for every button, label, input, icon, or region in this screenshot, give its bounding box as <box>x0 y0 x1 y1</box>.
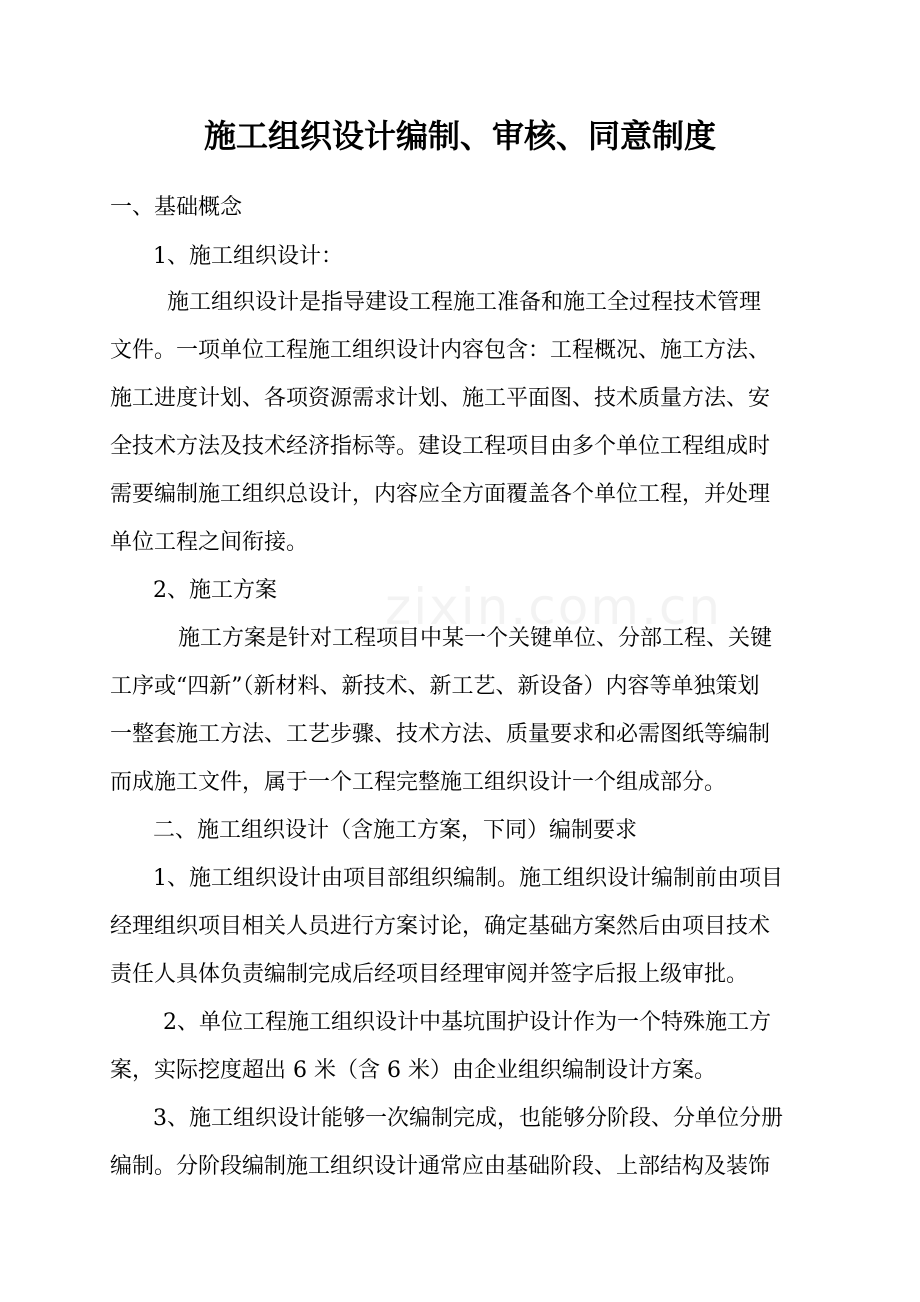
subsection-heading: 2、施工方案 <box>153 578 277 603</box>
document-title: 施工组织设计编制、审核、同意制度 <box>203 117 716 155</box>
paragraph-line: 全技术方法及技术经济指标等。建设工程项目由多个单位工程组成时 <box>110 434 771 459</box>
paragraph-line: 1、施工组织设计由项目部组织编制。施工组织设计编制前由项目 <box>153 866 783 891</box>
paragraph-line: 施工方案是针对工程项目中某一个关键单位、分部工程、关键 <box>178 626 773 651</box>
section-heading: 一、基础概念 <box>110 195 243 220</box>
paragraph-line: 编制。分阶段编制施工组织设计通常应由基础阶段、上部结构及装饰 <box>110 1154 771 1179</box>
paragraph-line: 3、施工组织设计能够一次编制完成，也能够分阶段、分单位分册 <box>153 1106 783 1131</box>
paragraph-line: 经理组织项目相关人员进行方案讨论，确定基础方案然后由项目技术 <box>110 914 771 939</box>
paragraph-line: 需要编制施工组织总设计，内容应全方面覆盖各个单位工程，并处理 <box>110 482 771 507</box>
paragraph-line: 案，实际挖度超出 6 米（含 6 米）由企业组织编制设计方案。 <box>110 1058 716 1083</box>
paragraph-line: 一整套施工方法、工艺步骤、技术方法、质量要求和必需图纸等编制 <box>110 722 771 747</box>
paragraph-line: 2、单位工程施工组织设计中基坑围护设计作为一个特殊施工方 <box>163 1010 771 1035</box>
paragraph-line: 工序或“四新”（新材料、新技术、新工艺、新设备）内容等单独策划 <box>110 674 760 699</box>
paragraph-line: 施工进度计划、各项资源需求计划、施工平面图、技术质量方法、安 <box>110 386 771 411</box>
paragraph-line: 而成施工文件，属于一个工程完整施工组织设计一个组成部分。 <box>110 770 727 795</box>
paragraph-line: 责任人具体负责编制完成后经项目经理审阅并签字后报上级审批。 <box>110 962 749 987</box>
subsection-heading: 1、施工组织设计： <box>153 244 343 269</box>
paragraph-line: 文件。一项单位工程施工组织设计内容包含：工程概况、施工方法、 <box>110 338 771 363</box>
paragraph-line: 施工组织设计是指导建设工程施工准备和施工全过程技术管理 <box>167 290 762 315</box>
paragraph-line: 单位工程之间衔接。 <box>110 530 309 555</box>
section-heading: 二、施工组织设计（含施工方案，下同）编制要求 <box>153 818 638 843</box>
